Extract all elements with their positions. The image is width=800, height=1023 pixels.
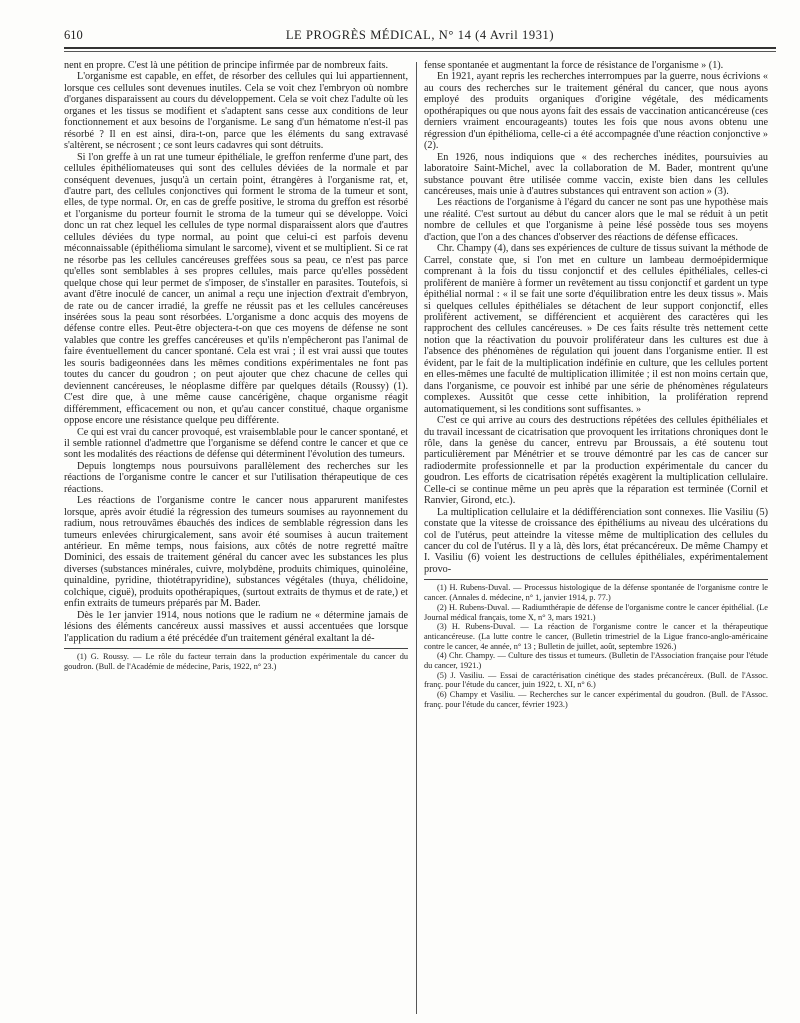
journal-title: LE PROGRÈS MÉDICAL, N° 14 (4 Avril 1931) xyxy=(285,28,555,42)
right-column xyxy=(424,60,768,710)
paragraph: Chr. Champy (4), dans ses expériences de culture de tissus suivant la méthode de Carrel, constate que, si l'on met en culture un lambeau dermoépidermique comprenant à la fois du tissu conjonctif et des cellules épithéliales, celles-ci prolifèrent de manière à former un revêtement au tissu conjonctif et gardent un type épithélial normal : « il se fait une sorte d'équilibration entre les deux tissus ». Mais si quelques cellules épithéliales se détachent de leur support conjonctif, elles prolifèrent activement, se différencient et acquièrent des caractères qui les rapprochent des cellules cancéreuses. » De ces faits résulte très nettement cette notion que la réactivation du pouvoir proliférateur dans les cultures est due à l'absence des phénomènes de régulation qui jouent dans l'organisme entier. Il est évident, par le fait de la multiplication indéfinie en culture, que les cellules portent en elles-mêmes une faculté de multiplication illimitée ; il est non moins certain que, dans l'organisme, ce pouvoir est inhibé par une série de phénomènes régulateurs complexes. Aussitôt que cesse cette inhibition, la prolifération reprend automatiquement, si les conditions sont suffisantes. » xyxy=(424,243,768,415)
footnote: (4) Chr. Champy. — Culture des tissus et tumeurs. (Bulletin de l'Association française pour l'étude du cancer, 1921.) xyxy=(424,651,768,671)
footnote-rule xyxy=(64,648,408,649)
paragraph: Les réactions de l'organisme à l'égard du cancer ne sont pas une hypothèse mais une réalité. C'est surtout au début du cancer alors que le mal se réduit à un petit nombre de cellules et que l'organisme à peine lésé possède tous ses moyens d'action, que l'on a des chances d'observer des réactions de défense efficaces. xyxy=(424,197,768,243)
paragraph: fense spontanée et augmentant la force de résistance de l'organisme » (1). xyxy=(424,60,724,71)
paragraph: Dès le 1er janvier 1914, nous notions que le radium ne « détermine jamais de lésions des éléments cancéreux aussi massives et aussi accentuées que lorsque l'application du radium a été précédée d'un traitement général exaltant la dé- xyxy=(64,609,408,644)
footnote: (1) H. Rubens-Duval. — Processus histologique de la défense spontanée de l'organisme contre le cancer. (Annales d. médecine, n° 1, janvier 1914, p. 77.) xyxy=(424,583,768,603)
paragraph: Si l'on greffe à un rat une tumeur épithéliale, le greffon renferme d'une part, des cellules épithéliomateuses qui sont des cellules déviées de la normale et par conséquent devenues, jusqu'à un certain point, étrangères à l'organisme rat, et, d'autre part, des cellules conjonctives qui forment le stroma de la tumeur et sont, elles, de type normal. Or, en cas de greffe positive, le stroma du greffon est résorbé et l'organisme du porteur fournit le stroma de la tumeur qui se développe. Voici donc un rat chez lequel les cellules de type normal disparaissent alors que d'autres cellules déviées du type normal, au point que celui-ci est parfois devenu méconnaissable (épithélioma simulant le sarcome), vivent et se multiplient. Si ce rat ne résorbe pas les cellules cancéreuses greffées sous sa peau, ce n'est pas parce qu'elles sont semblables à ses propres cellules, mais parce qu'elles possèdent quelque chose qui leur permet de s'imposer, de s'installer en parasites. Toutefois, si avant d'être inoculé de cancer, un animal a reçu une injection d'extrait d'embryon, de rate ou de cancer irradié, la greffe ne réussit pas et les cellules cancéreuses insérées sous la peau sont résorbées. L'organisme a donc acquis des moyens de défense contre elles. Peut-être objectera-t-on que ces moyens de défense ne sont valables que contre les greffes cancéreuses et qu'ils n'empêcheront pas l'animal de faire éventuellement du cancer spontané. Cela est vrai ; il est vrai aussi que toutes les souris badigeonnées dans les mêmes conditions expérimentales ne font pas toutes du cancer du goudron ; on peut ajouter que chez chacune de celles qui deviennent cancéreuses, le néoplasme diffère par quelques détails (Roussy) (1). C'est dire que, à une même cause cancérigène, chaque organisme réagit différemment, efficacement ou non, et qu'au cancer constitué, chaque organisme oppose encore une résistance quelque peu différente. xyxy=(64,151,408,427)
left-column xyxy=(64,60,408,672)
footnote: (2) H. Rubens-Duval. — Radiumthérapie de défense de l'organisme contre le cancer épithélial. (Le Journal médical français, tome X, n° 3, mars 1921.) xyxy=(424,602,768,622)
paragraph: Les réactions de l'organisme contre le cancer nous apparurent manifestes lorsque, après avoir étudié la régression des tumeurs soumises au rayonnement du radium, nous retrouvâmes ébauchés des indices de semblable régression dans les tumeurs enlevées chirurgicalement, sans avoir été soumises à aucun traitement antérieur. En même temps, nous faisions, aux côtés de notre regretté maître Dominici, des essais de traitement général du cancer avec les substances les plus diverses (substances minérales, cuivre, molybdène, produits chimiques, quinoléine, quinaldine, pyridine, thiotétrapyridine), substances végétales (thuya, chélidoine, colchique, ciguë), produits opothérapiques, (surtout extraits de thymus et de rate,) et enfin extraits de tumeurs préparés par M. Bader. xyxy=(64,495,408,610)
footnote: (6) Champy et Vasiliu. — Recherches sur le cancer expérimental du goudron. (Bull. de l'Assoc. franç. pour l'étude du cancer, février 1923.) xyxy=(424,690,768,709)
header-rule-thin xyxy=(64,51,776,52)
paragraph: Depuis longtemps nous poursuivons parallèlement des recherches sur les réactions de l'organisme contre le cancer et sur l'utilisation thérapeutique de ces réactions. xyxy=(64,460,408,495)
header-rule xyxy=(64,47,776,49)
paragraph: L'organisme est capable, en effet, de résorber des cellules qui lui appartiennent, lorsque ces cellules sont devenues inutiles. Cela se voit chez l'embryon où nombre d'organes disparaissent au cours du développement. Cela se voit chez l'adulte où les organes et les tissus se modifient et s'adaptent sans cesse aux conditions de leur fonctionnement et aux besoins de l'organisme. Le sang d'un hématome n'est-il pas résorbé ? Il en est ainsi, dira-t-on, parce que les éléments du sang extravasé s'altèrent, se nécrosent ; ce sont leurs cadavres qui sont détruits. xyxy=(64,71,408,152)
paragraph: En 1926, nous indiquions que « des recherches inédites, poursuivies au laboratoire Saint-Michel, avec la collaboration de M. Bader, montrent qu'une substance pouvant être utilisée comme vaccin, existe bien dans les cellules cancéreuses, mais unie à d'autres substances qui entravent son action » (3). xyxy=(424,151,768,197)
paragraph: nent en propre. C'est là une pétition de principe infirmée par de nombreux faits. xyxy=(64,60,389,71)
footnote: (3) H. Rubens-Duval. — La réaction de l'organisme contre le cancer et la thérapeutique anticancéreuse. (La lutte contre le cancer, (Bulletin trimestriel de la Ligue franco-anglo-américaine contre le cancer, 4e année, n° 13 ; Bulletin de juillet, août, septembre 1926.) xyxy=(424,622,768,651)
paragraph: En 1921, ayant repris les recherches interrompues par la guerre, nous écrivions « au cours des recherches sur le traitement général du cancer, que nous ayons employé des produits organiques d'origine végétale, des médicaments opothérapiques ou que nous ayons fait des essais de vaccination anticancéreuse (ces derniers vraiment encourageants) toutes les fois que nous avons obtenu une régression d'un épithélioma, celle-ci a été accompagnée d'une réaction conjonctive » (2). xyxy=(424,71,768,152)
running-header xyxy=(64,27,776,43)
paragraph: Ce qui est vrai du cancer provoqué, est vraisemblable pour le cancer spontané, et il semble rationnel d'admettre que l'organisme se défend contre le cancer et que ce sont les modalités des réactions de défense qui déterminent l'évolution des tumeurs. xyxy=(64,426,408,461)
paragraph: C'est ce qui arrive au cours des destructions répétées des cellules épithéliales et du travail incessant de cicatrisation que provoquent les irritations chroniques dont le rôle, dans la genèse du cancer, entrevu par Broussais, a été soutenu tout particulièrement par Ménétrier et se trouve démontré par les cas de cancer sur radiodermite professionnelle et par la production expérimentale du cancer du goudron. Les efforts de cicatrisation répétés exagèrent la multiplication cellulaire. Celle-ci se continue même un peu après que la réparation est terminée (Cornil et Ranvier, Girond, etc.). xyxy=(424,415,768,507)
footnote-rule xyxy=(424,579,768,580)
column-divider xyxy=(416,62,417,1014)
footnote: (1) G. Roussy. — Le rôle du facteur terrain dans la production expérimentale du cancer du goudron. (Bull. de l'Académie de médecine, Paris, 1922, n° 23.) xyxy=(64,652,408,671)
footnote: (5) J. Vasiliu. — Essai de caractérisation cinétique des stades précancéreux. (Bull. de l'Assoc. franç. pour l'étude du cancer, juin 1922, t. XI, n° 6.) xyxy=(424,670,768,690)
page-number: 610 xyxy=(64,28,83,42)
paragraph: La multiplication cellulaire et la dédifférenciation sont connexes. Ilie Vasiliu (5) constate que la vitesse de croissance des épithéliums au niveau des ulcérations du col de l'utérus, peut atteindre la vitesse même de multiplication des cellules du cancer du col de l'utérus. Il y a là, dès lors, état précancéreux. De même Champy et I. Vasiliu (6) voient les destructions de cellules épithéliales, expérimentalement provo- xyxy=(424,506,768,575)
